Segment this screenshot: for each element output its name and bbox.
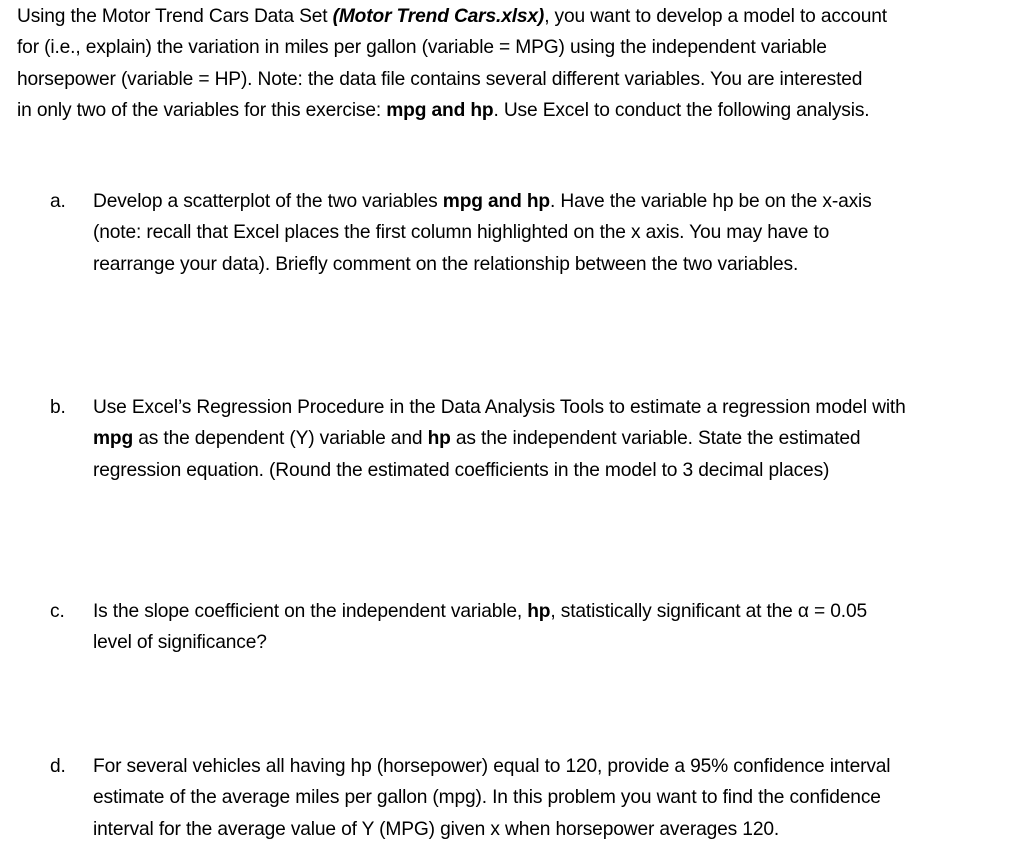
variables-emphasis: mpg and hp [386, 99, 494, 121]
question-body [93, 596, 1015, 659]
question-text: , statistically significant at the α = 0.05 [550, 601, 867, 622]
intro-paragraph [17, 1, 1017, 126]
question-line [93, 186, 1015, 217]
question-text: Develop a scatterplot of the two variables [93, 191, 443, 212]
variable-emphasis: hp [427, 428, 451, 450]
question-marker: a. [50, 191, 66, 212]
question-line: regression equation. (Round the estimated coefficients in the model to 3 decimal places) [93, 459, 830, 481]
question-body [93, 392, 1015, 486]
question-body [93, 186, 1015, 280]
question-text: as the dependent (Y) variable and [133, 428, 428, 450]
question-line: interval for the average value of Y (MPG) given x when horsepower averages 120. [93, 818, 780, 840]
question-line: For several vehicles all having hp (horsepower) equal to 120, provide a 95% confidence interval [93, 756, 891, 777]
question-b [50, 392, 1015, 486]
intro-text: , you want to develop a model to account [544, 6, 887, 27]
question-line: rearrange your data). Briefly comment on the relationship between the two variables. [93, 253, 799, 275]
question-text: Is the slope coefficient on the independent variable, [93, 601, 528, 622]
intro-line-1 [17, 1, 1017, 32]
intro-line-3: horsepower (variable = HP). Note: the data file contains several different variables. You are interested [17, 68, 863, 90]
question-line [93, 596, 1015, 627]
question-line [93, 423, 1015, 454]
question-line: Use Excel’s Regression Procedure in the Data Analysis Tools to estimate a regression model with [93, 397, 906, 418]
data-file-name: (Motor Trend Cars.xlsx) [332, 6, 545, 27]
question-marker: d. [50, 756, 66, 777]
question-line: level of significance? [93, 632, 267, 654]
question-marker: c. [50, 601, 65, 622]
question-d [50, 751, 1015, 845]
variables-emphasis: mpg and hp [442, 191, 550, 212]
intro-line-2: for (i.e., explain) the variation in miles per gallon (variable = MPG) using the independent variable [17, 37, 827, 59]
question-body [93, 751, 1015, 845]
intro-text: Using the Motor Trend Cars Data Set [17, 6, 333, 27]
intro-text: . Use Excel to conduct the following analysis. [493, 99, 870, 121]
question-line: (note: recall that Excel places the first column highlighted on the x axis. You may have to [93, 222, 830, 244]
variable-emphasis: mpg [93, 428, 134, 450]
question-c [50, 596, 1015, 659]
intro-text: in only two of the variables for this exercise: [17, 99, 387, 121]
question-a [50, 186, 1015, 280]
question-marker: b. [50, 397, 66, 418]
variable-emphasis: hp [527, 601, 551, 622]
intro-line-4 [17, 95, 1017, 126]
question-line: estimate of the average miles per gallon (mpg). In this problem you want to find the confidence [93, 787, 881, 809]
question-text: as the independent variable. State the estimated [450, 428, 861, 450]
question-text: . Have the variable hp be on the x-axis [550, 191, 872, 212]
